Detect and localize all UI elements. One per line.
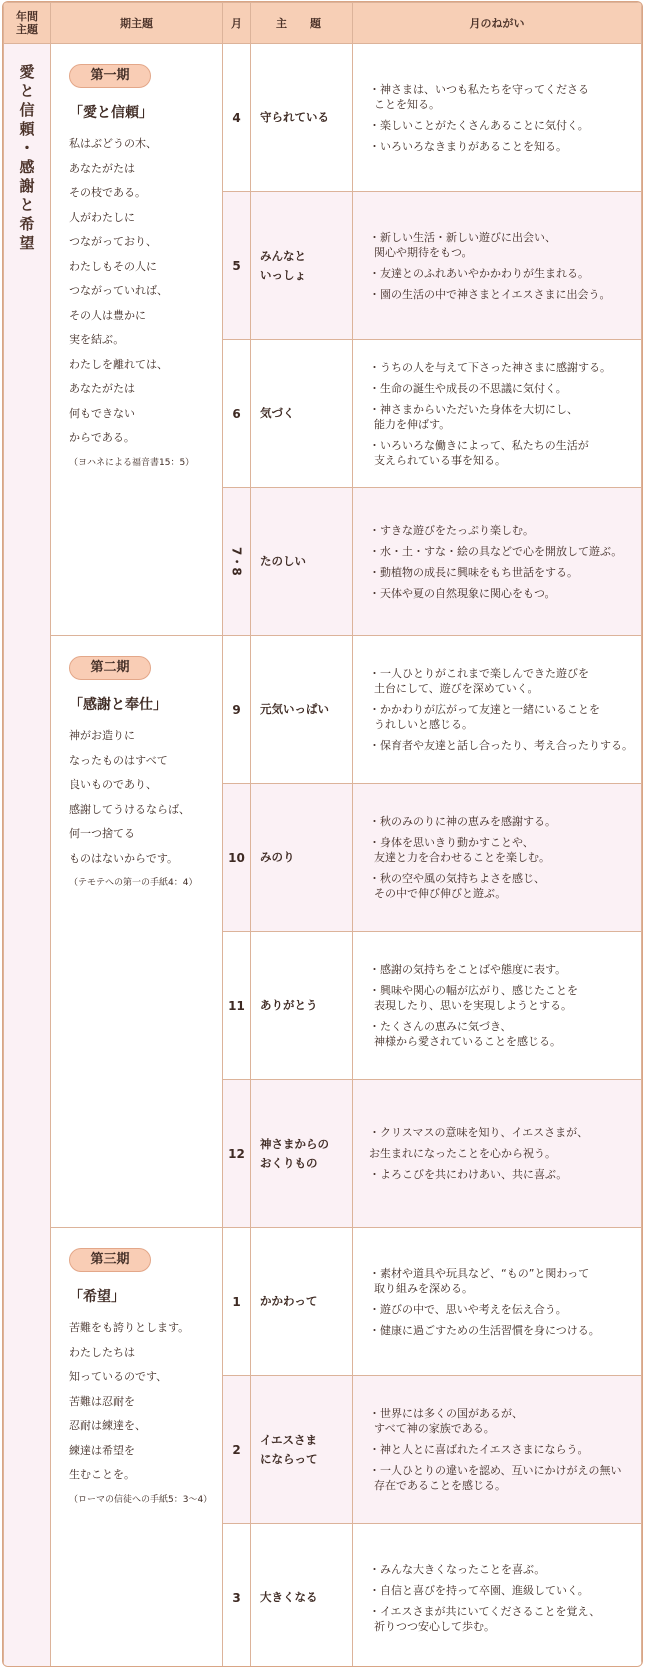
wish-line: ・クリスマスの意味を知り、イエスさまが、 [369,1126,589,1139]
verse-line: つながっており、 [69,235,157,248]
month-theme-line: イエスさま [260,1432,318,1447]
wish-line: ・イエスさまが共にいてくださることを覚え、 [369,1604,601,1618]
month-theme-line: いっしょ [260,267,306,282]
month-number: 2 [232,1442,241,1457]
month-number: 4 [232,110,241,125]
wish-line: ・水・土・すな・絵の具などで心を開放して遊ぶ。 [369,544,623,558]
term-title: 「愛と信頼」 [69,105,153,121]
month-theme-cell [251,488,353,636]
wishes-cell [353,1376,642,1524]
month-theme-line: 大きくなる [260,1590,318,1604]
month-number: 7・8 [229,547,244,576]
wish-line: ・神さまは、いつも私たちを守ってくださる [369,82,589,96]
wish-item [369,266,633,281]
wish-line: 存在であることを感じる。 [374,1479,506,1492]
wish-item [369,360,633,375]
wishes-cell [353,488,642,636]
wish-item [369,1442,633,1457]
wish-item [369,118,633,133]
month-theme-cell [251,44,353,192]
month-number: 1 [232,1294,241,1309]
wish-line: ・いろいろなきまりがあることを知る。 [369,139,567,153]
wish-item [369,1463,633,1493]
verse-line: なったものはすべて [69,753,168,767]
term-cell [51,1228,223,1668]
verse-line: わたしたちは [69,1345,135,1359]
wish-item [369,871,633,901]
verse-line: 何もできない [69,406,135,420]
wish-line: ・天体や夏の自然現象に関心をもつ。 [369,586,556,600]
wish-line: ・自信と喜びを持って卒園、進級していく。 [369,1583,589,1597]
month-number: 11 [228,998,245,1013]
wish-line: ・感謝の気持ちをことばや態度に表す。 [369,963,567,976]
wish-item [369,1125,633,1140]
term-badge: 第一期 [69,64,151,88]
wish-line: ・園の生活の中で神さまとイエスさまに出会う。 [369,287,611,301]
month-cell [223,340,251,488]
wish-line: 土台にして、遊びを深めていく。 [374,682,539,695]
verse-line: あなたがたは [69,161,135,175]
month-cell [223,488,251,636]
wishes-cell [353,1080,642,1228]
wish-line: 表現したり、思いを実現しようとする。 [374,999,572,1012]
month-cell [223,636,251,784]
wish-line: ・健康に過ごすための生活習慣を身につける。 [369,1323,600,1337]
month-cell [223,192,251,340]
wish-line: 能力を伸ばす。 [374,417,451,431]
wish-item [369,139,633,154]
month-theme-line: にならって [260,1451,318,1466]
wish-item [369,1604,633,1634]
wish-line: すべて神の家族である。 [374,1422,495,1435]
header-term-theme: 期主題 [51,3,223,44]
wish-line: その中で伸び伸びと遊ぶ。 [374,887,507,900]
wish-line: 支えられている事を知る。 [374,453,506,467]
month-theme-cell [251,1524,353,1668]
month-row [4,636,642,784]
verse-line: ものはないからです。 [69,851,179,865]
wishes-cell [353,636,642,784]
wishes-cell [353,340,642,488]
wish-item [369,983,633,1013]
month-theme-cell [251,192,353,340]
term-title: 「感謝と奉仕」 [69,697,167,713]
month-number: 9 [232,702,241,717]
verse-line: 練達は希望を [69,1443,135,1457]
wish-item [369,814,633,829]
wish-line: 神様から愛されていることを感じる。 [374,1035,561,1048]
wish-line: ・興味や関心の幅が広がり、感じたことを [369,984,578,997]
month-number: 10 [228,850,245,865]
month-theme-line: 神さまからの [260,1136,329,1151]
wish-line: ・たくさんの恵みに気づき、 [369,1020,512,1033]
month-theme-cell [251,784,353,932]
term-cell [51,636,223,1228]
wish-line: ・秋の空や風の気持ちよさを感じ、 [369,872,545,885]
wish-item [369,1583,633,1598]
verse-line: 忍耐は練達を、 [69,1419,146,1432]
wishes-cell [353,1524,642,1668]
wishes-cell [353,44,642,192]
month-row [4,44,642,192]
wish-line: ・一人ひとりの違いを認め、互いにかけがえの無い [369,1464,622,1477]
annual-plan-table [3,2,642,1667]
month-number: 12 [228,1146,245,1161]
wish-line: うれしいと感じる。 [374,718,473,731]
wish-line: ・かかわりが広がって友達と一緒にいることを [369,703,600,716]
term-title: 「希望」 [69,1289,125,1305]
annual-theme-text: 愛と信頼・感謝と希望 [17,64,36,254]
month-cell [223,784,251,932]
verse-line: 生むことを。 [69,1468,135,1481]
month-row [4,1228,642,1376]
wish-item [369,666,633,696]
wish-item [369,835,633,865]
wish-item [369,738,633,753]
wish-item [369,586,633,601]
wish-line: ・神と人とに喜ばれたイエスさまにならう。 [369,1443,589,1456]
verse-reference: （ヨハネによる福音書15：5） [69,457,195,468]
verse-line: 苦難は忍耐を [69,1394,135,1408]
wish-line: ことを知る。 [374,97,440,111]
month-cell [223,44,251,192]
header-month: 月 [223,3,251,44]
verse-line: からである。 [69,431,135,444]
wish-item [369,702,633,732]
header-annual-theme: 年間 主題 [4,3,51,44]
month-cell [223,1376,251,1524]
annual-plan-table-frame [2,1,643,1667]
term-badge: 第二期 [69,656,151,680]
verse-reference: （ローマの信徒への手紙5：3〜4） [69,1494,213,1505]
wish-line: ・秋のみのりに神の恵みを感謝する。 [369,815,556,828]
month-cell [223,932,251,1080]
wish-item [369,287,633,302]
verse-line: 感謝してうけるならば、 [69,802,190,816]
wish-line: 友達と力を合わせることを楽しむ。 [374,851,550,864]
wish-line: ・楽しいことがたくさんあることに気付く。 [369,118,589,132]
month-theme-cell [251,1376,353,1524]
month-theme-line: 気づく [260,406,295,420]
month-cell [223,1228,251,1376]
wish-item [369,523,633,538]
wish-line: 取り組みを深める。 [374,1281,473,1295]
verse-reference: （テモテへの第一の手紙4：4） [69,878,198,888]
verse-line: その枝である。 [69,186,146,199]
wish-line: ・素材や道具や玩具など、“もの”と関わって [369,1266,590,1280]
month-theme-line: みんなと [260,248,306,263]
verse-line: 神がお造りに [69,729,135,742]
wish-item [369,82,633,112]
wishes-cell [353,784,642,932]
wish-line: お生まれになったことを心から祝う。 [369,1147,556,1160]
wish-item [369,1167,633,1182]
header-wishes: 月のねがい [353,3,642,44]
verse-line: 実を結ぶ。 [69,333,125,346]
verse-line: あなたがたは [69,382,135,395]
wish-item [369,402,633,432]
verse-line: つながっていれば、 [69,284,168,297]
month-cell [223,1080,251,1228]
wish-item [369,1406,633,1436]
wish-line: ・新しい生活・新しい遊びに出会い、 [369,230,556,244]
wish-line: ・保育者や友達と話し合ったり、考え合ったりする。 [369,739,633,752]
wish-line: ・遊びの中で、思いや考えを伝え合う。 [369,1302,567,1316]
wish-item [369,1266,633,1296]
verse-line: その人は豊かに [69,308,146,322]
month-theme-line: 守られている [260,110,329,124]
wish-item [369,544,633,559]
month-theme-cell [251,636,353,784]
verse-line: わたしを離れては、 [69,357,168,371]
month-theme-cell [251,340,353,488]
wish-item [369,1323,633,1338]
wish-line: ・一人ひとりがこれまで楽しんできた遊びを [369,667,589,680]
wishes-cell [353,192,642,340]
wish-item [369,381,633,396]
wish-line: ・世界には多くの国があるが、 [369,1407,523,1420]
wish-line: 祈りつつ安心して歩む。 [374,1619,495,1633]
wish-item [369,962,633,977]
month-theme-cell [251,1080,353,1228]
wish-line: ・すきな遊びをたっぷり楽しむ。 [369,523,534,537]
month-number: 6 [232,406,241,421]
verse-line: 苦難をも誇りとします。 [69,1321,190,1334]
wish-line: ・友達とのふれあいやかかわりが生まれる。 [369,266,589,280]
month-theme-line: かかわって [260,1294,318,1308]
month-number: 3 [232,1590,241,1605]
wish-line: ・生命の誕生や成長の不思議に気付く。 [369,381,567,395]
wish-line: 関心や期待をもつ。 [374,245,473,259]
verse-line: わたしもその人に [69,259,157,273]
verse-line: 知っているのです、 [69,1370,168,1383]
wish-item [369,1146,633,1161]
wish-item [369,565,633,580]
wishes-cell [353,1228,642,1376]
verse-line: 人がわたしに [69,210,135,224]
wish-item [369,1019,633,1049]
wish-line: ・みんな大きくなったことを喜ぶ。 [369,1562,546,1576]
wish-line: ・いろいろな働きによって、私たちの生活が [369,438,589,452]
header-row [4,3,642,44]
month-number: 5 [232,258,241,273]
verse-line: 何一つ捨てる [69,827,135,840]
wish-item [369,1302,633,1317]
wish-line: ・うちの人を与えて下さった神さまに感謝する。 [369,360,611,374]
month-theme-line: ありがとう [260,998,318,1012]
month-cell [223,1524,251,1668]
wish-line: ・動植物の成長に興味をもち世話をする。 [369,565,578,579]
wish-line: ・よろこびを共にわけあい、共に喜ぶ。 [369,1168,568,1181]
month-theme-cell [251,932,353,1080]
wishes-cell [353,932,642,1080]
term-badge: 第三期 [69,1248,151,1272]
verse-line: 良いものであり、 [69,778,157,791]
month-theme-cell [251,1228,353,1376]
annual-theme-cell [4,44,51,1668]
month-theme-line: みのり [260,850,295,864]
wish-item [369,1562,633,1577]
month-theme-line: たのしい [260,554,306,568]
wish-item [369,438,633,468]
wish-item [369,230,633,260]
header-theme: 主 題 [251,3,353,44]
month-theme-line: おくりもの [260,1155,318,1170]
wish-line: ・神さまからいただいた身体を大切にし、 [369,402,578,416]
wish-line: ・身体を思いきり動かすことや、 [369,836,534,849]
verse-line: 私はぶどうの木、 [69,137,157,150]
term-cell [51,44,223,636]
month-theme-line: 元気いっぱい [260,702,329,716]
